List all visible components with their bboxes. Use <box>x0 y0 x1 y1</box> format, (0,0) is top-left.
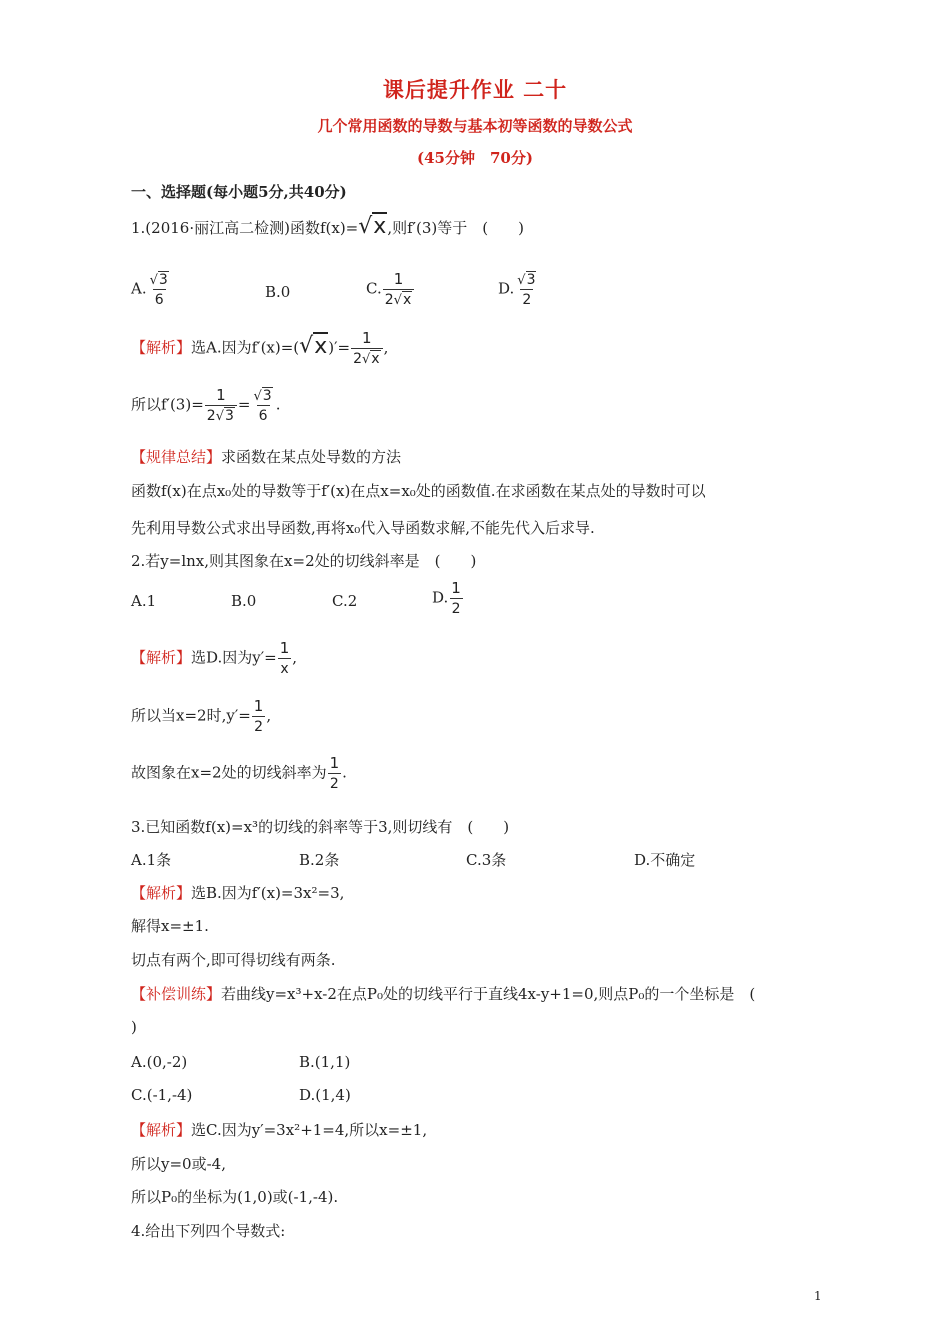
q4-stem: 4.给出下列四个导数式: <box>131 1222 286 1240</box>
q2-option-d: D. $\frac{1}{2}$ <box>432 579 461 617</box>
comp-analysis: 【解析】选C.因为y′=3x²+1=4,所以x=±1, <box>131 1121 428 1139</box>
page-number: 1 <box>814 1289 822 1303</box>
q1-stem: 1.(2016·丽江高二检测)函数f(x)=√x,则f′(3)等于 ( ) <box>131 214 524 239</box>
q1-option-d: D. $\frac{√3}{2}$ <box>498 272 536 308</box>
q2-analysis-line3: 故图象在x=2处的切线斜率为 $\frac{1}{2}$ . <box>131 754 347 792</box>
q3-analysis-line3: 切点有两个,即可得切线有两条. <box>131 951 336 969</box>
q1-option-a: A. $\frac{√3}{6}$ <box>131 272 168 308</box>
q3-option-c: C.3条 <box>466 851 507 869</box>
rule-line-1: 函数f(x)在点x₀处的导数等于f′(x)在点x=x₀处的函数值.在求函数在某点处的导数时可以 <box>131 482 706 500</box>
q3-option-b: B.2条 <box>299 851 340 869</box>
compensation-training: 【补偿训练】若曲线y=x³+x-2在点P₀处的切线平行于直线4x-y+1=0,则点P₀的一个坐标是 ( <box>131 985 756 1003</box>
comp-option-c: C.(-1,-4) <box>131 1086 193 1104</box>
page-title: 课后提升作业 二十 <box>382 77 568 102</box>
q1-option-b: B.0 <box>265 283 291 301</box>
page-subtitle: 几个常用函数的导数与基本初等函数的导数公式 <box>317 117 633 135</box>
rule-line-2: 先利用导数公式求出导函数,再将x₀代入导函数求解,不能先代入后求导. <box>131 519 595 537</box>
q2-option-c: C.2 <box>332 592 358 610</box>
time-score: (45分钟 70分) <box>417 149 533 167</box>
rule-summary: 【规律总结】求函数在某点处导数的方法 <box>131 448 402 466</box>
q1-analysis-line2: 所以f′(3)= $\frac{1}{2√3}$ = $\frac{√3}{6}$ . <box>131 386 281 424</box>
comp-option-d: D.(1,4) <box>299 1086 351 1104</box>
comp-option-b: B.(1,1) <box>299 1053 351 1071</box>
comp-option-a: A.(0,-2) <box>131 1053 188 1071</box>
sqrt-x-symbol: √x <box>358 214 387 239</box>
q2-stem: 2.若y=lnx,则其图象在x=2处的切线斜率是 ( ) <box>131 552 477 570</box>
comp-analysis-line3: 所以P₀的坐标为(1,0)或(-1,-4). <box>131 1188 339 1206</box>
q1-option-c: C. $\frac{1}{2√x}$ <box>366 272 415 307</box>
q3-option-a: A.1条 <box>131 851 172 869</box>
compensation-stem-end: ) <box>131 1018 137 1036</box>
q1-analysis: 【解析】选A.因为f′(x)=(√x)′= $\frac{1}{2√x}$ , <box>131 329 389 367</box>
q3-option-d: D.不确定 <box>634 851 696 869</box>
comp-analysis-line2: 所以y=0或-4, <box>131 1155 226 1173</box>
q2-analysis: 【解析】选D.因为y′= $\frac{1}{x}$ , <box>131 639 298 677</box>
q3-analysis-line2: 解得x=±1. <box>131 917 209 935</box>
q3-stem: 3.已知函数f(x)=x³的切线的斜率等于3,则切线有 ( ) <box>131 818 510 836</box>
section-heading: 一、选择题(每小题5分,共40分) <box>131 183 347 201</box>
q2-option-a: A.1 <box>131 592 157 610</box>
q2-option-b: B.0 <box>231 592 257 610</box>
q2-analysis-line2: 所以当x=2时,y′= $\frac{1}{2}$ , <box>131 697 272 735</box>
q3-analysis: 【解析】选B.因为f′(x)=3x²=3, <box>131 884 345 902</box>
